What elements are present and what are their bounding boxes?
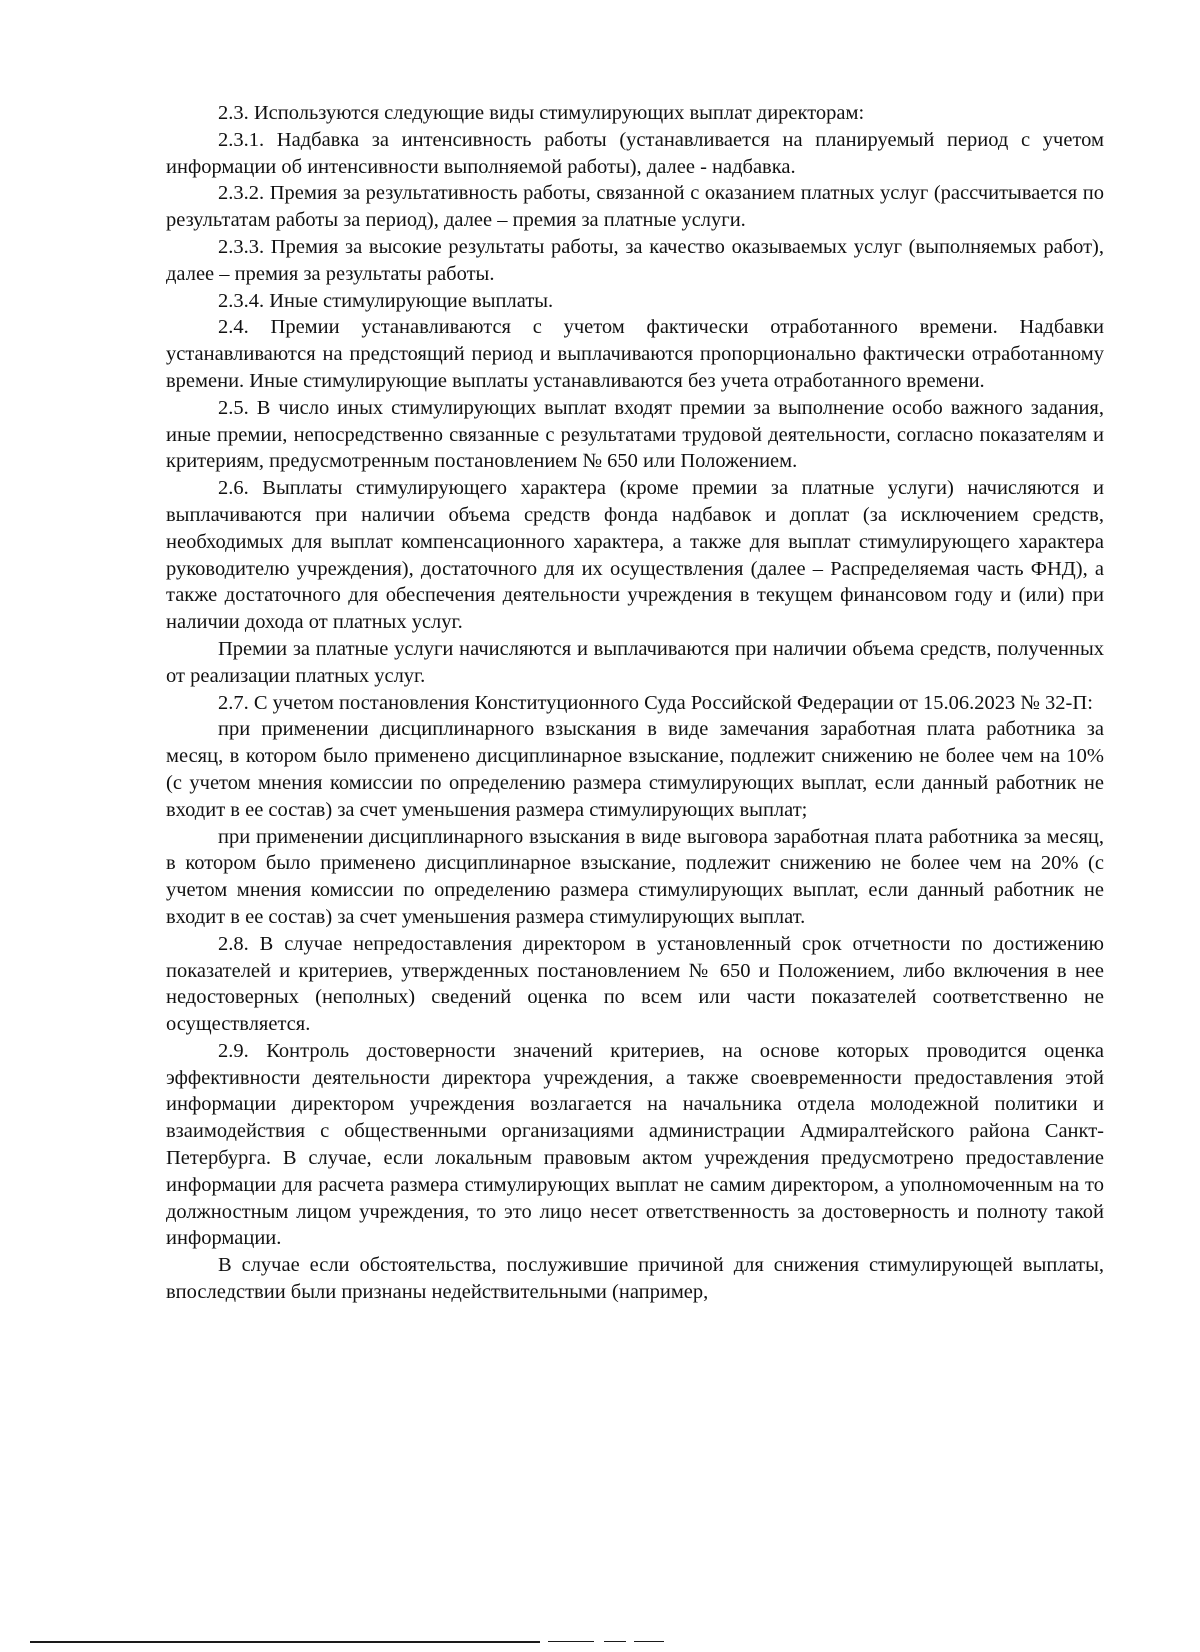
paragraph-remark-penalty: при применении дисциплинарного взыскания в виде замечания заработная плата работника за месяц, в котором было применено дисциплинарное взыскание, подлежит снижению не более чем на 10% (с учетом мнения комиссии по определению размера стимулирующих выплат, если данный работник не входит в ее состав) за счет уменьшения размера стимулирующих выплат;	[166, 718, 1104, 821]
paragraph-2-5: 2.5. В число иных стимулирующих выплат входят премии за выполнение особо важного задания, иные премии, непосредственно связанные с результатами трудовой деятельности, согласно показателям и критериям, предусмотренным постановлением № 650 или Положением.	[166, 396, 1104, 473]
bottom-scan-rule-fragment	[548, 1641, 594, 1642]
paragraph-2-3-3: 2.3.3. Премия за высокие результаты работы, за качество оказываемых услуг (выполняемых работ), далее – премия за результаты работы.	[166, 235, 1104, 285]
paragraph-2-4: 2.4. Премии устанавливаются с учетом фактически отработанного времени. Надбавки устанавливаются на предстоящий период и выплачиваются пропорционально фактически отработанному времени. Иные стимулирующие выплаты устанавливаются без учета отработанного времени.	[166, 316, 1104, 392]
paragraph-reprimand-penalty: при применении дисциплинарного взыскания в виде выговора заработная плата работника за месяц, в котором было применено дисциплинарное взыскание, подлежит снижению не более чем на 20% (с учетом мнения комиссии по определению размера стимулирующих выплат, если данный работник не входит в ее состав) за счет уменьшения размера стимулирующих выплат.	[166, 825, 1104, 928]
paragraph-2-3-4: 2.3.4. Иные стимулирующие выплаты.	[218, 289, 554, 312]
paragraph-2-9: 2.9. Контроль достоверности значений критериев, на основе которых проводится оценка эффективности деятельности директора учреждения, а также своевременности предоставления этой информации директором учреждения возлагается на начальника отдела молодежной политики и взаимодействия с общественными организациями администрации Адмиралтейского района Санкт-Петербурга. В случае, если локальным правовым актом учреждения предусмотрено предоставление информации для расчета размера стимулирующих выплат не самим директором, а уполномоченным на то должностным лицом учреждения, то это лицо несет ответственность за достоверность и полноту такой информации.	[166, 1039, 1104, 1250]
bottom-scan-rule-fragment	[634, 1641, 664, 1642]
paragraph-invalid-circumstances: В случае если обстоятельства, послужившие причиной для снижения стимулирующей выплаты, впоследствии были признаны недействительными (например,	[166, 1254, 1104, 1304]
paragraph-2-8: 2.8. В случае непредоставления директором в установленный срок отчетности по достижению показателей и критериев, утвержденных постановлением № 650 и Положением, либо включения в нее недостоверных (неполных) сведений оценка по всем или части показателей соответственно не осуществляется.	[166, 932, 1104, 1036]
paragraph-paid-services-bonuses: Премии за платные услуги начисляются и выплачиваются при наличии объема средств, полученных от реализации платных услуг.	[166, 637, 1104, 687]
paragraph-2-3: 2.3. Используются следующие виды стимулирующих выплат директорам:	[218, 102, 865, 124]
document-body	[166, 100, 1104, 1306]
bottom-scan-rule-fragment	[604, 1641, 626, 1642]
paragraph-2-6: 2.6. Выплаты стимулирующего характера (кроме премии за платные услуги) начисляются и выплачиваются при наличии объема средств фонда надбавок и доплат (за исключением средств, необходимых для выплат компенсационного характера, а также для выплат стимулирующего характера руководителю учреждения), достаточного для их осуществления (далее – Распределяемая часть ФНД), а также достаточного для обеспечения деятельности учреждения в текущем финансовом году и (или) при наличии дохода от платных услуг.	[166, 477, 1104, 634]
paragraph-2-3-2: 2.3.2. Премия за результативность работы, связанной с оказанием платных услуг (рассчитывается по результатам работы за период), далее – премия за платные услуги.	[166, 182, 1104, 232]
paragraph-2-3-1: 2.3.1. Надбавка за интенсивность работы (устанавливается на планируемый период с учетом информации об интенсивности выполняемой работы), далее - надбавка.	[166, 128, 1104, 178]
paragraph-2-7: 2.7. С учетом постановления Конституционного Суда Российской Федерации от 15.06.2023 № 32-П:	[218, 691, 1093, 714]
bottom-scan-rule	[30, 1641, 540, 1643]
